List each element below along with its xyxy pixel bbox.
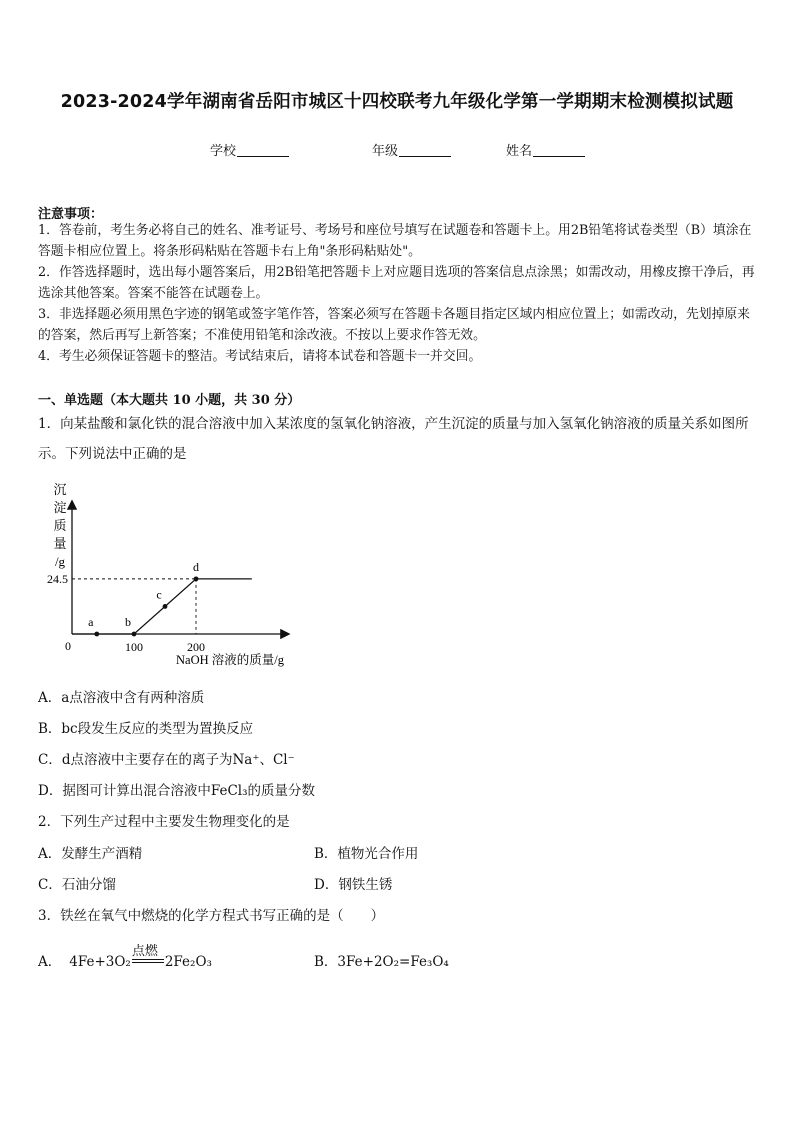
y-axis-label-char: /g	[54, 554, 66, 569]
page-title: 2023-2024学年湖南省岳阳市城区十四校联考九年级化学第一学期期末检测模拟试题	[60, 92, 734, 112]
x-tick-label: 100	[125, 640, 143, 654]
origin-label: 0	[65, 639, 71, 653]
y-axis-label-char: 沉	[53, 482, 67, 497]
q3-option-b[interactable]: B．3Fe+2O₂=Fe₃O₄	[314, 954, 449, 970]
point-d	[194, 576, 199, 581]
x-axis-label: NaOH 溶液的质量/g	[176, 653, 284, 667]
q1-option-d[interactable]: D．据图可计算出混合溶液中FeCl₃的质量分数	[38, 783, 315, 799]
q2-option-d[interactable]: D．钢铁生锈	[314, 877, 393, 893]
school-blank	[237, 144, 289, 157]
point-label-d: d	[193, 559, 199, 574]
q1-option-a[interactable]: A．a点溶液中含有两种溶质	[38, 690, 205, 706]
q3-option-a-label: A．	[38, 954, 62, 970]
q3-option-a[interactable]	[38, 944, 212, 970]
point-b	[132, 632, 137, 637]
q1-option-c[interactable]: C．d点溶液中主要存在的离子为Na⁺、Cl⁻	[38, 752, 295, 768]
y-axis-label-char: 量	[53, 536, 67, 551]
section-heading: 一、单选题（本大题共 10 小题，共 30 分）	[38, 393, 301, 408]
point-c	[163, 604, 168, 609]
note-1: 1．答卷前，考生务必将自己的姓名、准考证号、考场号和座位号填写在试题卷和答题卡上。用2B铅笔将试卷类型（B）填涂在答题卡相应位置上。将条形码粘贴在答题卡右上角"条形码粘贴处"。	[38, 223, 752, 259]
y-axis-label-char: 质	[53, 518, 67, 533]
point-label-c: c	[156, 587, 162, 602]
grade-blank	[399, 144, 451, 157]
point-label-a: a	[88, 615, 94, 629]
q3-condition: 点燃	[131, 944, 158, 959]
name-label: 姓名	[506, 144, 533, 159]
q3-stem: 3．铁丝在氧气中燃烧的化学方程式书写正确的是（ ）	[38, 908, 385, 924]
q3-option-a-reactants: 4Fe+3O₂	[69, 954, 131, 970]
q1-option-b[interactable]: B．bc段发生反应的类型为置换反应	[38, 721, 254, 737]
note-4: 4．考生必须保证答题卡的整洁。考试结束后，请将本试卷和答题卡一并交回。	[38, 349, 482, 364]
q2-option-c[interactable]: C．石油分馏	[38, 877, 116, 893]
series-line	[72, 579, 252, 634]
q2-stem: 2．下列生产过程中主要发生物理变化的是	[38, 814, 290, 830]
point-a	[94, 632, 99, 637]
x-tick-label: 200	[187, 640, 205, 654]
q2-option-b[interactable]: B．植物光合作用	[314, 846, 419, 862]
q3-reaction-arrow	[131, 944, 164, 966]
y-axis-label-char: 淀	[53, 500, 67, 515]
note-2: 2．作答选择题时，选出每小题答案后，用2B铅笔把答题卡上对应题目选项的答案信息点涂黑；如需改动，用橡皮擦干净后，再选涂其他答案。答案不能答在试题卷上。	[38, 265, 755, 301]
y-tick-label: 24.5	[47, 571, 68, 586]
q1-stem: 1．向某盐酸和氯化铁的混合溶液中加入某浓度的氢氧化钠溶液，产生沉淀的质量与加入氢氧化钠溶液的质量关系如图所示。下列说法中正确的是	[38, 416, 749, 462]
point-label-b: b	[125, 615, 131, 629]
school-field	[210, 140, 289, 159]
name-blank	[533, 144, 585, 157]
q3-option-a-products: 2Fe₂O₃	[164, 954, 212, 970]
q2-option-a[interactable]: A．发酵生产酒精	[38, 846, 143, 862]
grade-field	[372, 140, 451, 159]
name-field	[506, 140, 585, 159]
notes-heading: 注意事项：	[38, 207, 104, 222]
note-3: 3．非选择题必须用黑色字迹的钢笔或签字笔作答，答案必须写在答题卡各题目指定区域内相应位置上；如需改动，先划掉原来的答案，然后再写上新答案；不准使用铅笔和涂改液。不按以上要求作答无效。	[38, 307, 750, 343]
q1-chart	[30, 474, 330, 674]
grade-label: 年级	[372, 144, 399, 159]
school-label: 学校	[210, 144, 237, 159]
